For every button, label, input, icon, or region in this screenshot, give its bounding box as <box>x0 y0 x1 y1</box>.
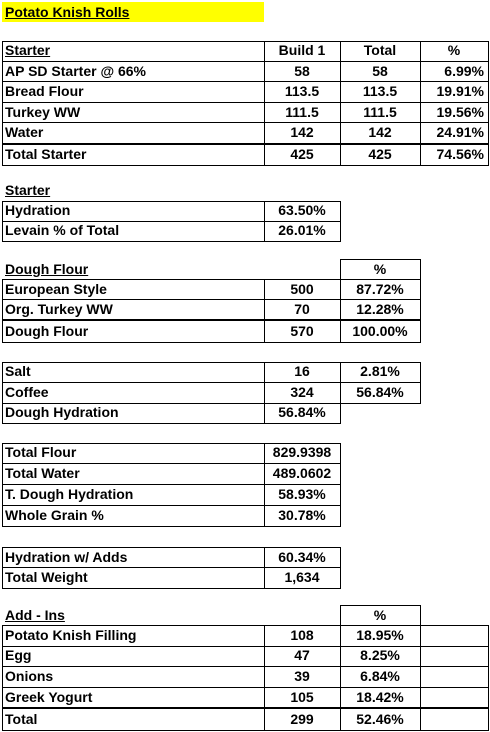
table-total-label: Dough Flour <box>5 323 89 339</box>
table-row-label: European Style <box>5 281 107 297</box>
table-row-label: Onions <box>5 668 54 684</box>
table-cell-pct: 19.56% <box>436 104 484 120</box>
divider <box>420 259 421 343</box>
table-cell-value: 26.01% <box>278 222 326 238</box>
table-cell-value: 56.84% <box>278 404 326 420</box>
table-row-label: AP SD Starter @ 66% <box>5 63 147 79</box>
divider <box>340 547 341 589</box>
divider <box>2 484 341 485</box>
divider <box>340 605 420 606</box>
divider <box>264 362 265 424</box>
divider <box>2 221 341 222</box>
table-row-label: Coffee <box>5 384 49 400</box>
table-cell-pct: 87.72% <box>356 281 404 297</box>
divider <box>2 201 341 202</box>
pct-header: % <box>373 607 387 623</box>
divider <box>2 299 421 300</box>
divider <box>2 362 3 424</box>
table-cell-build1: 142 <box>290 124 314 140</box>
page-title: Potato Knish Rolls <box>2 2 264 22</box>
divider <box>264 201 265 242</box>
divider <box>2 81 488 82</box>
divider <box>2 279 3 343</box>
table-total-total: 425 <box>368 146 392 162</box>
table-cell-pct: 18.95% <box>356 627 404 643</box>
table-total-value: 299 <box>290 711 314 727</box>
pct-header: % <box>447 42 461 58</box>
divider <box>2 319 421 321</box>
section-header: Add - Ins <box>5 607 65 623</box>
table-row-label: Salt <box>5 363 31 379</box>
divider <box>2 730 488 731</box>
divider <box>2 567 341 568</box>
divider <box>2 625 488 626</box>
divider <box>488 625 489 731</box>
divider <box>2 362 421 363</box>
table-cell-pct: 18.42% <box>356 689 404 705</box>
total-header: Total <box>363 42 397 58</box>
divider <box>2 463 341 464</box>
table-cell-value: 500 <box>290 281 314 297</box>
divider <box>264 547 265 589</box>
table-cell-value: 108 <box>290 627 314 643</box>
divider <box>2 646 488 647</box>
divider <box>2 547 341 548</box>
divider <box>2 241 341 242</box>
table-row-label: Levain % of Total <box>5 222 120 238</box>
table-cell-value: 58.93% <box>278 486 326 502</box>
table-cell-value: 16 <box>294 363 310 379</box>
table-row-label: Water <box>5 124 44 140</box>
divider <box>2 625 3 731</box>
table-cell-value: 30.78% <box>278 507 326 523</box>
divider <box>420 41 421 166</box>
divider <box>2 201 3 242</box>
table-total-pct: 74.56% <box>436 146 484 162</box>
divider <box>264 279 265 343</box>
table-cell-value: 324 <box>290 384 314 400</box>
table-row-label: T. Dough Hydration <box>5 486 134 502</box>
table-cell-value: 60.34% <box>278 549 326 565</box>
table-row-label: Hydration <box>5 202 71 218</box>
table-cell-value: 829.9398 <box>272 444 332 460</box>
divider <box>2 165 488 166</box>
divider <box>2 443 341 444</box>
table-row-label: Turkey WW <box>5 104 81 120</box>
build1-header: Build 1 <box>278 42 326 58</box>
table-cell-total: 111.5 <box>363 104 397 120</box>
table-cell-total: 113.5 <box>362 83 398 99</box>
table-row-label: Org. Turkey WW <box>5 301 113 317</box>
table-row-label: Egg <box>5 647 32 663</box>
pct-header: % <box>373 261 387 277</box>
table-total-pct: 100.00% <box>352 323 408 339</box>
table-cell-build1: 58 <box>294 63 310 79</box>
table-row-label: Total Weight <box>5 569 88 585</box>
table-cell-pct: 56.84% <box>356 384 404 400</box>
divider <box>264 41 265 166</box>
divider <box>264 625 265 731</box>
divider <box>2 122 488 123</box>
table-row-label: Dough Hydration <box>5 404 119 420</box>
divider <box>488 41 489 166</box>
table-total-pct: 52.46% <box>356 711 404 727</box>
divider <box>2 666 488 667</box>
divider <box>340 259 420 260</box>
starter-header-label: Starter <box>5 42 51 58</box>
table-cell-total: 58 <box>372 63 388 79</box>
table-cell-pct: 6.84% <box>360 668 400 684</box>
divider <box>2 505 341 506</box>
table-total-label: Total Starter <box>5 146 87 162</box>
table-cell-total: 142 <box>368 124 392 140</box>
table-cell-value: 39 <box>294 668 310 684</box>
divider <box>2 687 488 688</box>
divider <box>264 443 265 527</box>
divider <box>2 547 3 589</box>
table-total-value: 570 <box>290 323 314 339</box>
section-header: Starter <box>5 182 51 198</box>
table-row-label: Potato Knish Filling <box>5 627 137 643</box>
divider <box>2 41 488 42</box>
table-total-build1: 425 <box>290 146 314 162</box>
table-cell-pct: 24.91% <box>436 124 484 140</box>
table-cell-value: 47 <box>294 647 310 663</box>
table-cell-value: 63.50% <box>278 202 326 218</box>
table-cell-value: 70 <box>294 301 310 317</box>
section-header: Dough Flour <box>5 261 89 277</box>
table-row-label: Bread Flour <box>5 83 84 99</box>
table-cell-pct: 19.91% <box>436 83 484 99</box>
table-row-label: Hydration w/ Adds <box>5 549 128 565</box>
divider <box>340 362 341 424</box>
divider <box>340 259 341 343</box>
divider <box>2 588 341 589</box>
divider <box>2 707 488 709</box>
divider <box>2 382 421 383</box>
divider <box>420 362 421 404</box>
divider <box>340 41 341 166</box>
divider <box>2 143 488 145</box>
table-cell-pct: 2.81% <box>360 363 400 379</box>
divider <box>2 102 488 103</box>
table-cell-value: 105 <box>290 689 314 705</box>
divider <box>340 201 341 242</box>
divider <box>2 403 421 404</box>
table-row-label: Total Flour <box>5 444 77 460</box>
table-cell-pct: 6.99% <box>444 63 484 79</box>
divider <box>2 41 3 166</box>
table-cell-build1: 113.5 <box>284 83 320 99</box>
table-cell-pct: 8.25% <box>360 647 400 663</box>
divider <box>2 342 421 343</box>
divider <box>2 279 421 280</box>
divider <box>2 61 488 62</box>
divider <box>2 423 341 424</box>
table-cell-pct: 12.28% <box>356 301 404 317</box>
divider <box>420 605 421 731</box>
divider <box>2 526 341 527</box>
divider <box>340 605 341 731</box>
table-row-label: Whole Grain % <box>5 507 104 523</box>
divider <box>2 443 3 527</box>
table-row-label: Greek Yogurt <box>5 689 93 705</box>
table-cell-value: 1,634 <box>284 569 320 585</box>
table-row-label: Total Water <box>5 465 80 481</box>
divider <box>340 443 341 527</box>
table-cell-value: 489.0602 <box>272 465 332 481</box>
table-cell-build1: 111.5 <box>285 104 319 120</box>
table-total-label: Total <box>5 711 38 727</box>
